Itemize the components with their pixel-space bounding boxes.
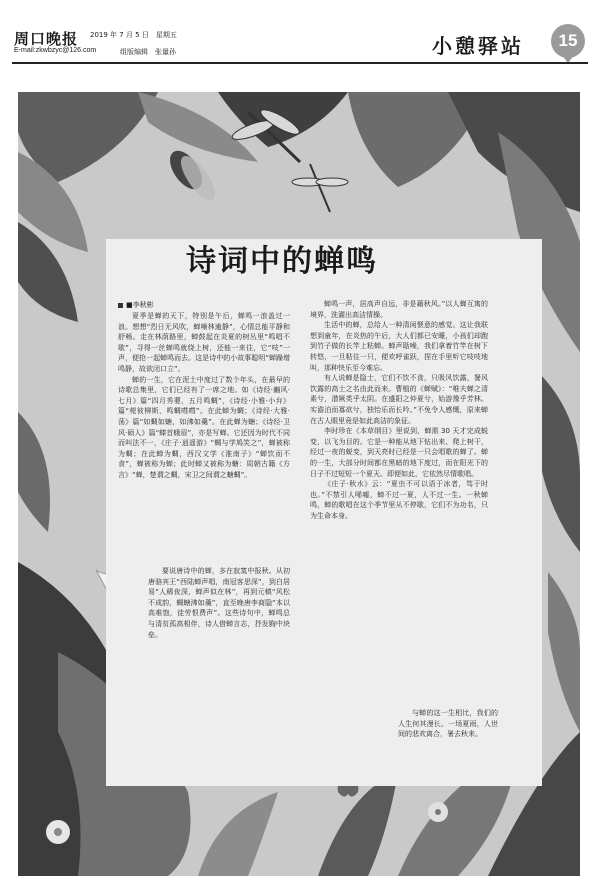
editor-credit: 组版编辑 张量孙 [120, 48, 176, 56]
leaf-shape [18, 412, 50, 532]
leaf-shape [538, 372, 580, 552]
article-paragraph: 夏季是蝉的天下，特别是午后，蝉鸣一浪盖过一浪。想想“烈日无风吹，蝉噪林逾静”，心情总能平静和舒畅。走在林荫路里，蝉鼓起在炎夏的树丛里“鸣唱不歇”，寻得一丝蝉鸣就绕上树，还能一来往，它“吱”一声，便抢一起蝉鸣而去。这是诗中的小故事聪明“蝉躁增鸣静，故欲闭口立”。 [118, 312, 290, 373]
article-paragraph: 要说唐诗中的蝉，多在寂寞中报秋。从初唐骆宾王“西陆蝉声唱，南冠客思深”，到白居易“人稀夜深，蝉声似在林”，再到元稹“风松不成韵，蜩螗沸如羹”，直至晚唐李商隐“本以高难饱，徒劳恨费声”。这些诗句中，蝉鸣总与清贫孤高相伴，诗人借蝉言志，抒发胸中块垒。 [148, 567, 290, 639]
article-paragraph: 《庄子·秋水》云：“夏虫不可以语于冰者，笃于时也。”不禁引人唏嘘，蝉不过一夏，人不过一生。一秋蝉鸣，蝉的歌唱在这个季节里从不停歇，它们不为功名，只为生命本身。 [310, 480, 488, 520]
leaf-shape [548, 572, 580, 732]
page-number-badge: 15 [551, 24, 585, 58]
section-title: 小憩驿站 [432, 34, 524, 58]
publication-date: 2019 年 7 月 5 日 星期五 [90, 31, 177, 39]
flower-icon [46, 820, 70, 844]
article-paragraph: 与蝉的这一生相比，我们的人生何其漫长。一场夏雨，人世间的悲欢离合，暑去秋来。 [398, 709, 498, 738]
illustration-panel [18, 92, 580, 876]
article-column-right [310, 299, 488, 707]
contact-email: E-mail:zkwbzyc@126.com [14, 47, 97, 54]
article-byline: ■李秋彬 [118, 300, 154, 310]
article-title: 诗词中的蝉鸣 [186, 244, 378, 279]
dragonfly-icon [292, 164, 348, 212]
article-paragraph: 蝉的一生，它在泥土中度过了数个年头，在最早的诗歌总集里，它们已经有了一席之地。如《诗经·豳风·七月》篇“四月秀葽，五月鸣蜩”，《诗经·小雅·小弁》篇“菀彼柳斯，鸣蜩嘒嘒”。在此蝉为蜩；《诗经·大雅·荡》篇“如蜩如螗，如沸如羹”。在此蝉为螗；《诗经·卫风·硕人》篇“螓首蛾眉”，亦是写蝉。它还因为时代不同而叫法不一，《庄子·逍遥游》“蜩与学鸠笑之”，蝉被称为蜩；在此蝉为蜩，西汉文学《淮南子》“蝉饮而不食”，蝉被称为蝉；此时蝉又被称为螗：周朝古籍《方言》“蝉，楚谓之蜩，宋卫之间谓之螗蜩”。 [118, 375, 290, 479]
masthead [0, 0, 600, 78]
article-paragraph: 李时珍在《本草纲目》里说到，蝉需 30 天才完成蜕变，以飞为目的。它是一种能从地下钻出来、爬上树干，经过一夜的蜕变，到天亮时已经是一只会唱歌的蝉了。蝉的一生，大部分时间都在黑暗的地下度过，而在阳光下的日子不过短短一个夏天。即便如此，它依然尽情歌唱。 [310, 427, 488, 478]
article-column-right-tail [398, 708, 498, 738]
masthead-rule [12, 62, 588, 64]
newspaper-logo: 周口晚报 [14, 30, 79, 48]
article-paragraph: 蝉鸣一声，居高声自远，非是藉秋风。”以人蝉互寓的境界，洗濯出高洁情操。 [310, 300, 488, 319]
article-column-left-top [118, 311, 290, 565]
article-column-left-bottom [148, 566, 290, 706]
leaf-shape [198, 792, 278, 876]
cicada-icon [164, 145, 222, 205]
article-paragraph: 有人说蝉是隐士，它们不饮不食，只吸风饮露，餐风饮露的高士之名由此而来。曹植的《蝉赋》：“唯夫蝉之清素兮，潜厥类乎太阴。在盛阳之仲夏兮，始游豫乎芳林。实澹泊而寡欲兮，独怡乐而长吟。”不免令人感慨，原来蝉在古人眼里竟是如此高洁的象征。 [310, 374, 488, 425]
article-paragraph: 生活中的蝉，总给人一种清闲惬意的感觉。这让我联想到童年，在炎热的午后，大人们都已安睡，小孩们却跑到竹子做的长竿上粘蝉。蝉声聒噪，我们拿着竹竿在树下转悠，一旦粘住一只，便欢呼雀跃，捏在手里听它吱吱地叫，那种快乐至今难忘。 [310, 321, 488, 372]
flower-icon [428, 802, 448, 822]
